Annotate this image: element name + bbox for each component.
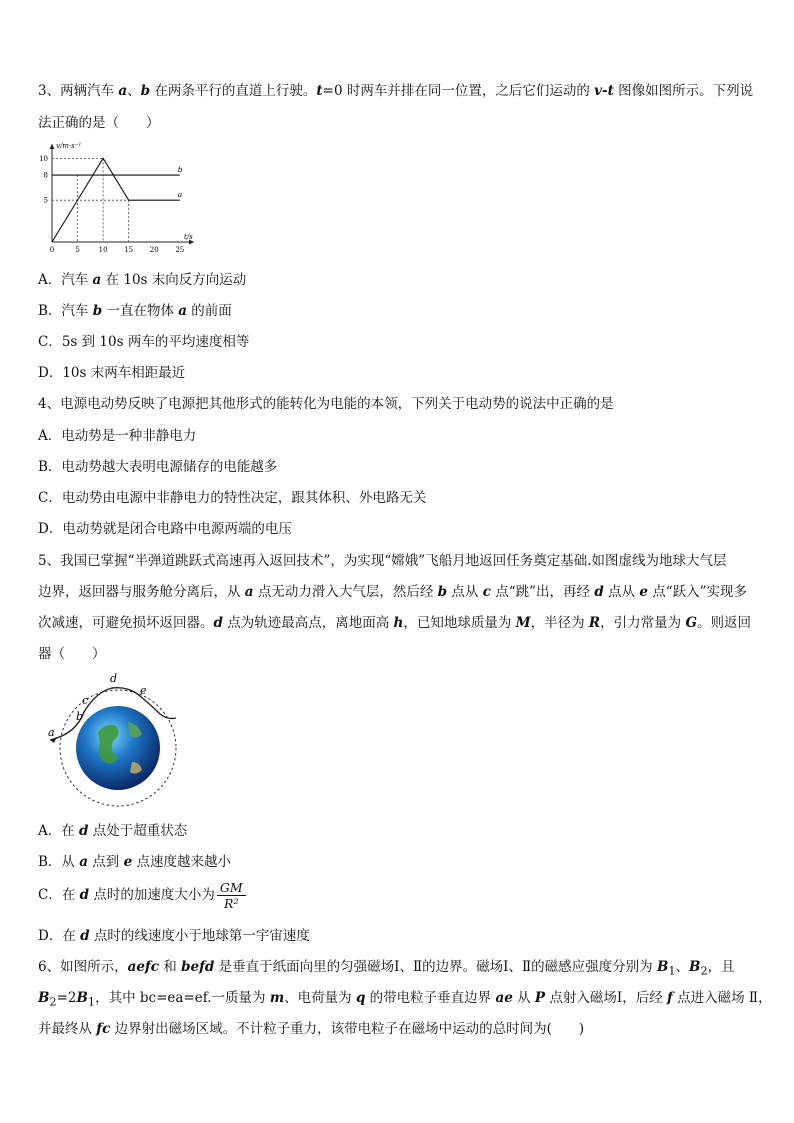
y-tick-label-2: 10	[39, 154, 48, 163]
x-tick-label-1: 5	[75, 246, 80, 254]
q5-stem-line1: 5、我国已掌握“半弹道跳跃式高速再入返回技术”，为实现“嫦娥”飞船月地返回任务奠定基础.如图虚线为地球大气层	[38, 553, 727, 569]
q3-option-c: C．5s 到 10s 两车的平均速度相等	[38, 334, 250, 350]
label-c: c	[82, 694, 89, 707]
q4-option-d: D．电动势就是闭合电路中电源两端的电压	[38, 521, 292, 537]
q4-option-a: A．电动势是一种非静电力	[38, 428, 197, 444]
y-tick-label-0: 5	[43, 196, 48, 205]
q5-option-b: B．从 a 点到 e 点速度越来越小	[38, 854, 231, 870]
q3-option-b: B．汽车 b 一直在物体 a 的前面	[38, 303, 232, 319]
q4-option-c: C．电动势由电源中非静电力的特性决定，跟其体积、外电路无关	[38, 490, 427, 506]
label-a: a	[48, 726, 55, 739]
q3-option-a: A．汽车 a 在 10s 末向反方向运动	[38, 272, 247, 288]
q3-stem-line2: 法正确的是（ ）	[38, 115, 160, 131]
y-tick-label-1: 8	[43, 171, 48, 180]
label-b: b	[76, 710, 84, 723]
q5-option-d: D．在 d 点时的线速度小于地球第一宇宙速度	[38, 928, 310, 944]
x-tick-label-4: 20	[149, 246, 159, 254]
label-d: d	[110, 672, 118, 685]
x-tick-label-0: 0	[49, 246, 55, 254]
label-e: e	[140, 684, 147, 697]
y-axis-label: v/m·s⁻¹	[56, 142, 82, 150]
q4-stem: 4、电源电动势反映了电源把其他形式的能转化为电能的本领，下列关于电动势的说法中正确的是	[38, 396, 614, 412]
vt-chart	[28, 140, 198, 255]
q5-stem-line2: 边界，返回器与服务舱分离后，从 a 点无动力滑入大气层，然后经 b 点从 c 点“跳”出，再经 d 点从 e 点“跃入”实现多	[38, 584, 748, 600]
x-tick-label-2: 10	[98, 246, 108, 254]
fraction-gm-r2: $\frac{GM}{\text{R²}}$	[217, 880, 246, 911]
y-axis-arrow	[50, 144, 55, 149]
q5-option-c: C．在 d 点时的加速度大小为 $\frac{GM}{\text{R²}}$	[38, 880, 246, 911]
x-tick-label-5: 25	[175, 246, 185, 254]
q3-stem-line1: 3、两辆汽车 a、b 在两条平行的直道上行驶。t=0 时两车并排在同一位置，之后它们运动的 v-t 图像如图所示。下列说	[38, 83, 754, 99]
series-a-label: a	[177, 190, 183, 200]
q5-stem-line4: 器（ ）	[38, 646, 106, 662]
x-axis-label: t/s	[184, 233, 193, 241]
q4-option-b: B．电动势越大表明电源储存的电能越多	[38, 459, 278, 475]
q6-stem-line3: 并最终从 fc 边界射出磁场区域。不计粒子重力，该带电粒子在磁场中运动的总时间为( )	[38, 1021, 585, 1037]
series-b-label: b	[177, 165, 183, 175]
q5-option-a: A．在 d 点处于超重状态	[38, 823, 188, 839]
earth-globe	[76, 706, 160, 790]
series-a-line	[52, 158, 183, 242]
q6-stem-line1: 6、如图所示，aefc 和 befd 是垂直于纸面向里的匀强磁场Ⅰ、Ⅱ的边界。磁场Ⅰ、Ⅱ的磁感应强度分别为 $B_1$、$B_2$，且	[38, 959, 735, 978]
q3-option-d: D．10s 末两车相距最近	[38, 365, 186, 381]
x-tick-label-3: 15	[124, 246, 134, 254]
q5-stem-line3: 次减速，可避免损坏返回器。d 点为轨迹最高点，离地面高 h，已知地球质量为 M，半径为 R，引力常量为 G。则返回	[38, 615, 751, 631]
q6-stem-line2: $B_2=2B_1$，其中 bc=ea=ef.一质量为 m、电荷量为 q 的带电粒子垂直边界 ae 从 P 点射入磁场Ⅰ，后经 f 点进入磁场 Ⅱ，	[38, 990, 772, 1009]
reentry-figure	[36, 670, 186, 810]
